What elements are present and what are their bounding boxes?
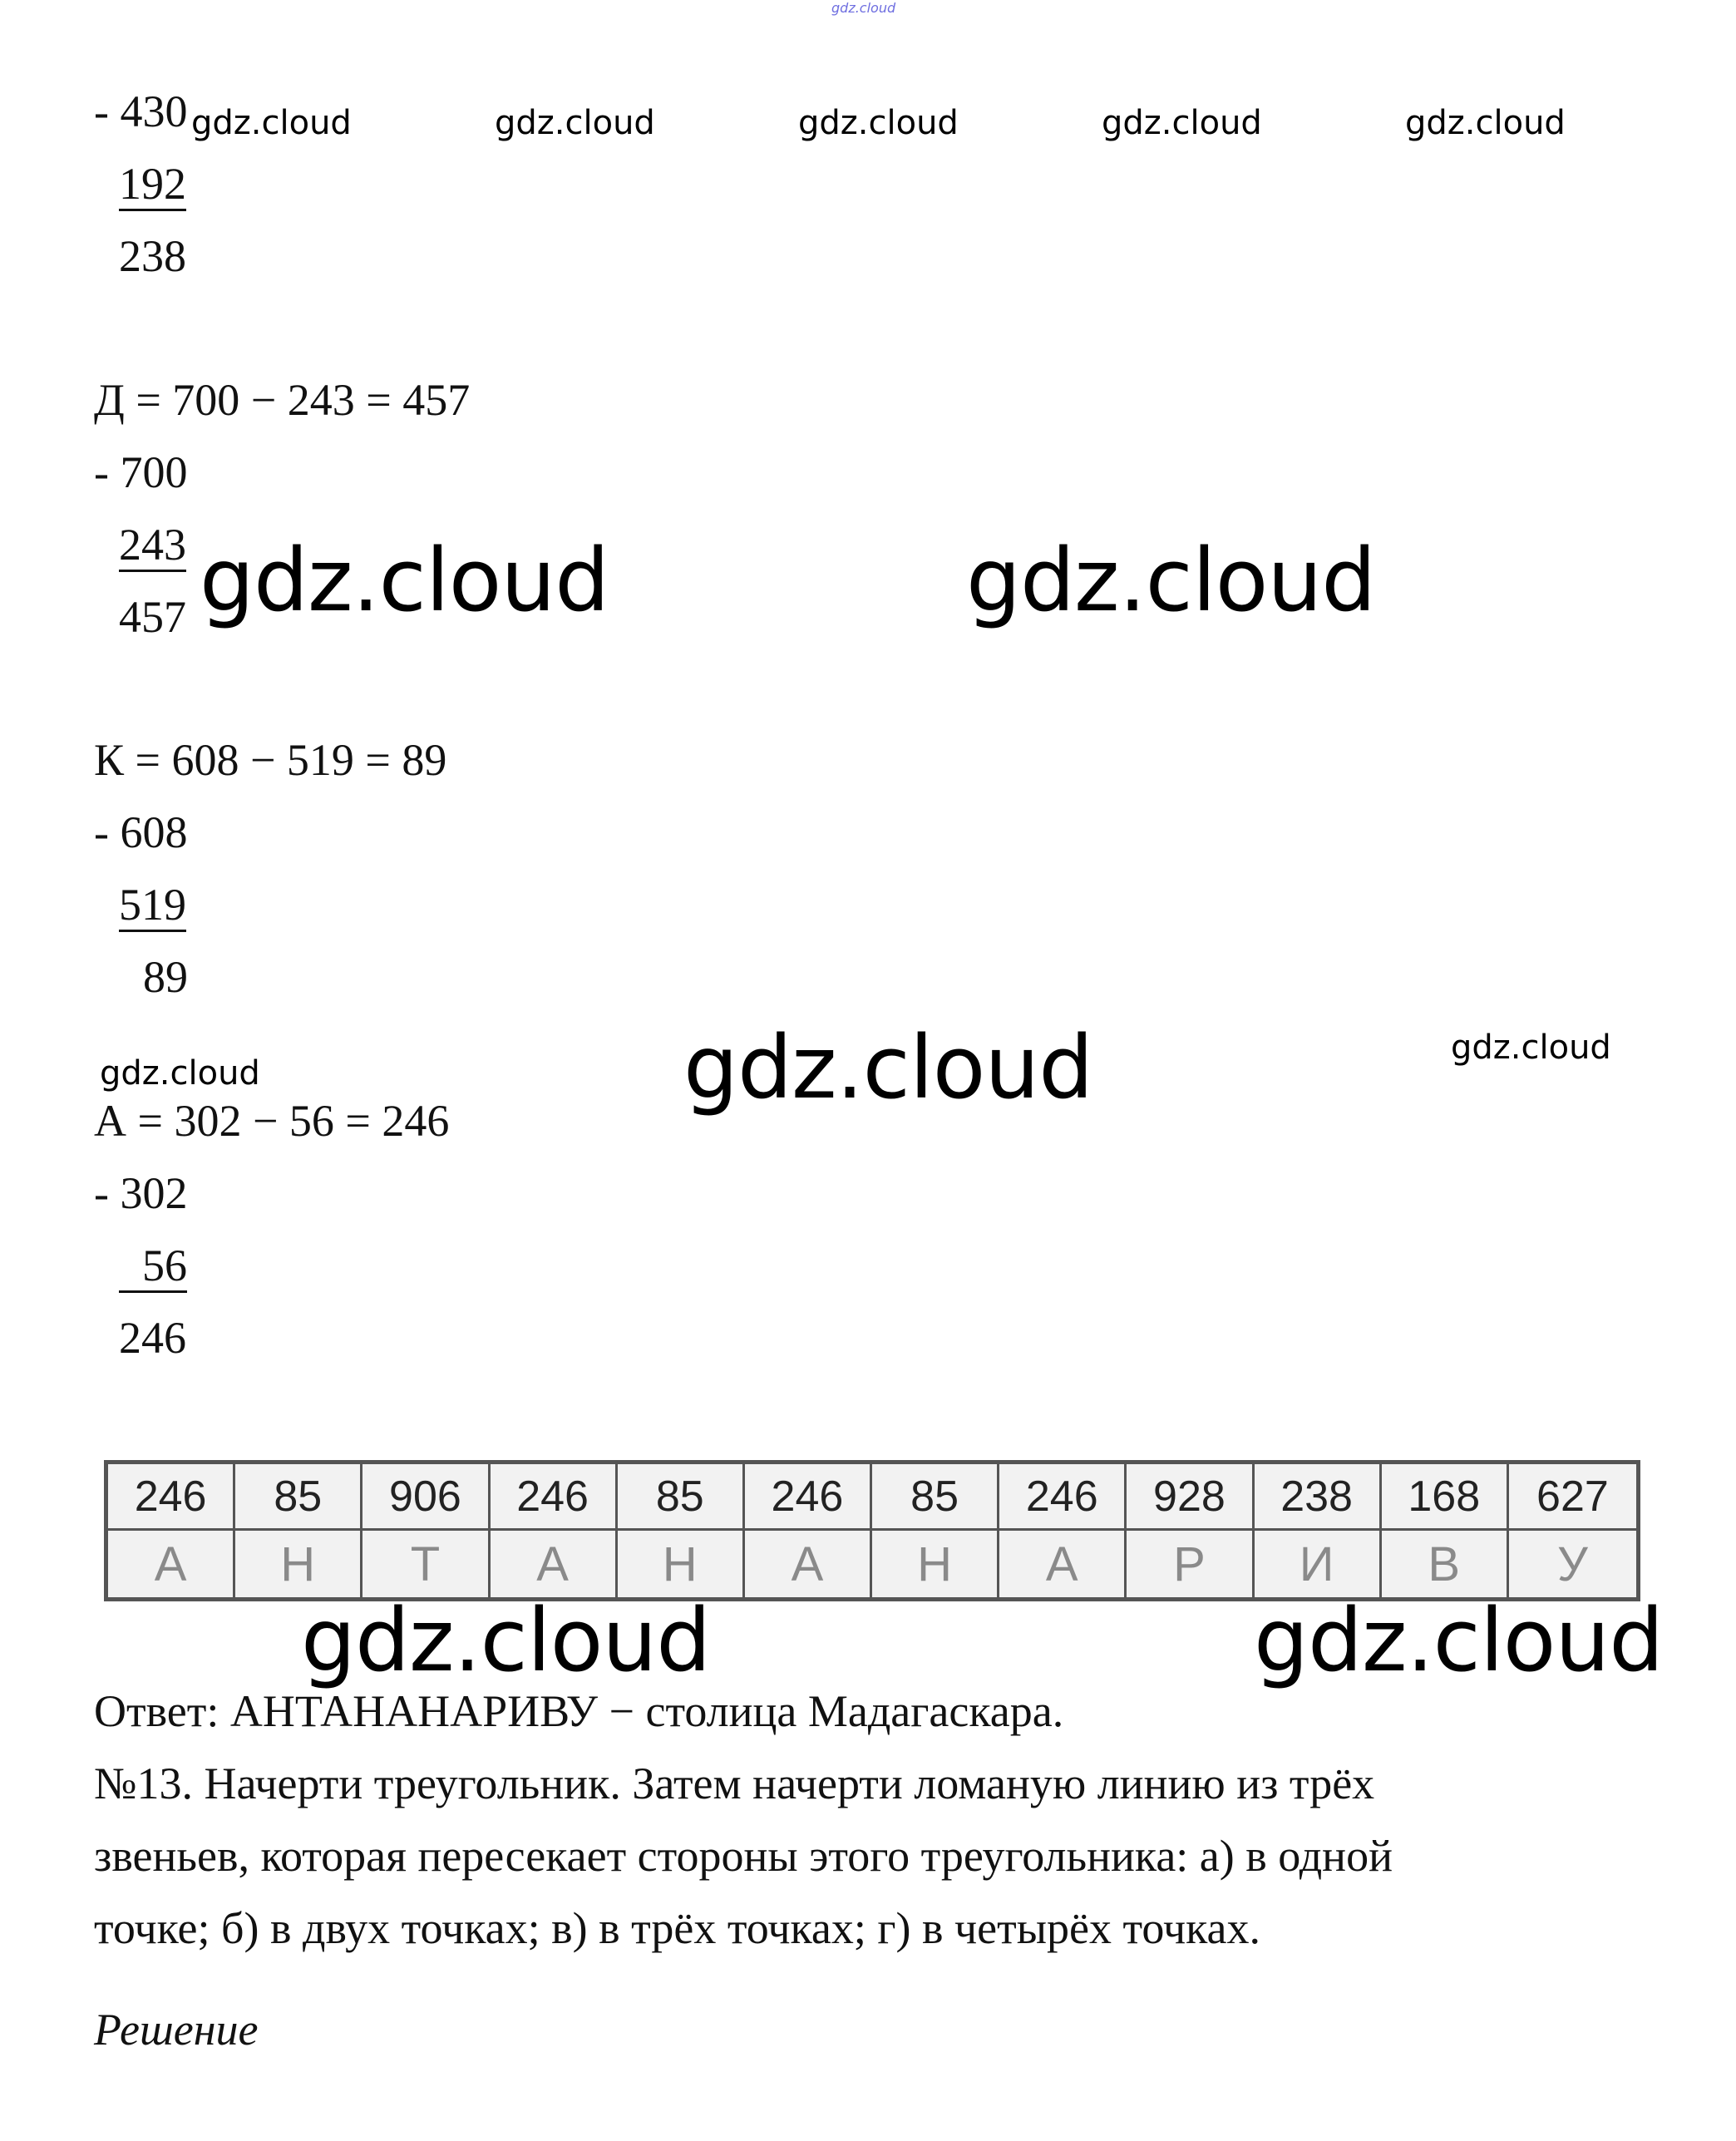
cipher-number: 906 — [362, 1464, 490, 1531]
calc-d-equation: Д = 700 − 243 = 457 — [94, 375, 471, 425]
cipher-number: 85 — [618, 1464, 745, 1531]
answer-text: Ответ: АНТАНАНАРИВУ − столица Мадагаскара. — [94, 1686, 1064, 1736]
watermark: gdz.cloud — [301, 1590, 711, 1691]
cipher-number: 246 — [745, 1464, 872, 1531]
cipher-letter: А — [999, 1531, 1127, 1597]
cipher-letter: У — [1556, 1537, 1588, 1591]
calc-a-subtrahend: 56 — [119, 1241, 187, 1293]
watermark: gdz.cloud — [966, 530, 1376, 631]
watermark: gdz.cloud — [1254, 1590, 1664, 1691]
task13-line2: звеньев, которая пересекает стороны этого треугольника: а) в одной — [94, 1831, 1393, 1881]
watermark: gdz.cloud — [191, 104, 352, 142]
task13-line1: №13. Начерти треугольник. Затем начерти ломаную линию из трёх — [94, 1759, 1375, 1808]
calc-k-equation: К = 608 − 519 = 89 — [94, 735, 447, 785]
cipher-letter: А — [491, 1531, 618, 1597]
cipher-number: 85 — [235, 1464, 362, 1531]
cipher-letter: Н — [618, 1531, 745, 1597]
calc-k-result: 89 — [143, 952, 188, 1002]
watermark: gdz.cloud — [495, 104, 655, 142]
cipher-letter: Н — [872, 1531, 999, 1597]
cipher-table — [104, 1460, 1640, 1601]
watermark: gdz.cloud — [200, 530, 609, 631]
calc-430-result: 238 — [119, 231, 186, 281]
cipher-letter: Н — [235, 1531, 362, 1597]
task13-line3: точке; б) в двух точках; в) в трёх точках; г) в четырёх точках. — [94, 1903, 1260, 1953]
cipher-letter: А — [108, 1531, 235, 1597]
calc-430-minuend: - 430 — [94, 86, 188, 136]
watermark: gdz.cloud — [1102, 104, 1262, 142]
calc-a-equation: А = 302 − 56 = 246 — [94, 1096, 450, 1146]
watermark: gdz.cloud — [1405, 104, 1566, 142]
cipher-letter: А — [745, 1531, 872, 1597]
cipher-number: 928 — [1127, 1464, 1254, 1531]
watermark: gdz.cloud — [683, 1017, 1093, 1118]
cipher-number: 246 — [108, 1464, 235, 1531]
calc-d-minuend: - 700 — [94, 447, 188, 497]
cipher-number: 168 — [1382, 1464, 1509, 1531]
cipher-number: 238 — [1255, 1464, 1382, 1531]
watermark: gdz.cloud — [1451, 1029, 1611, 1067]
calc-a-minuend: - 302 — [94, 1168, 188, 1218]
solution-label: Решение — [94, 2005, 259, 2055]
calc-d-subtrahend: 243 — [119, 520, 186, 572]
calc-d-result: 457 — [119, 592, 186, 642]
cipher-letter: Т — [362, 1531, 490, 1597]
cipher-number: 85 — [872, 1464, 999, 1531]
cipher-number: 246 — [491, 1464, 618, 1531]
cipher-letter: Р — [1127, 1531, 1254, 1597]
calc-k-minuend: - 608 — [94, 807, 188, 857]
cipher-number: 246 — [999, 1464, 1127, 1531]
cipher-number: 627 — [1509, 1464, 1636, 1531]
cipher-letter: В — [1382, 1531, 1509, 1597]
cipher-letter: И — [1255, 1531, 1382, 1597]
calc-k-subtrahend: 519 — [119, 880, 186, 932]
calc-a-result: 246 — [119, 1313, 186, 1363]
watermark: gdz.cloud — [100, 1054, 260, 1093]
watermark: gdz.cloud — [798, 104, 959, 142]
header-watermark: gdz.cloud — [831, 0, 896, 16]
calc-430-subtrahend: 192 — [119, 159, 186, 211]
